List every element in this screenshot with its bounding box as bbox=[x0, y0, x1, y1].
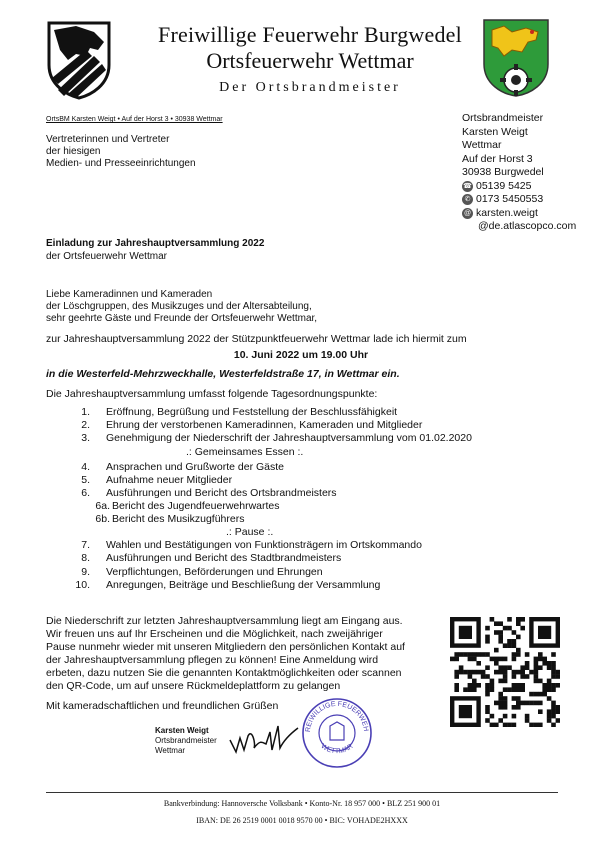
closing-line2: Wir freuen uns auf Ihr Erscheinen und die Möglichkeit, nach zweijähriger bbox=[46, 628, 383, 640]
contact-mobile[interactable] bbox=[462, 193, 602, 207]
closing-line1: Die Niederschrift zur letzten Jahreshauptversammlung liegt am Eingang aus. bbox=[46, 615, 403, 627]
agenda-break: .: Gemeinsames Essen :. bbox=[186, 446, 304, 458]
contact-name: Karsten Weigt bbox=[462, 125, 528, 138]
phone-icon: ☎ bbox=[462, 181, 473, 192]
footer-divider bbox=[46, 792, 558, 793]
agenda-number: 1. bbox=[81, 406, 90, 418]
agenda-text: Ausführungen und Bericht des Stadtbrandmeisters bbox=[106, 552, 342, 564]
mobile-icon: ✆ bbox=[462, 194, 473, 205]
header-line3: Der Ortsbrandmeister bbox=[219, 80, 401, 95]
contact-zip-city: 30938 Burgwedel bbox=[462, 166, 544, 178]
date-line: 10. Juni 2022 um 19.00 Uhr bbox=[233, 349, 369, 361]
contact-email[interactable] bbox=[462, 207, 602, 221]
agenda-number: 4. bbox=[81, 461, 90, 473]
agenda-text: Bericht des Musikzugführers bbox=[112, 513, 245, 525]
signature-title: Ortsbrandmeister bbox=[155, 736, 217, 745]
horse-crest-icon bbox=[482, 18, 550, 98]
agenda-break: .: Pause :. bbox=[226, 526, 274, 538]
agenda-number: 6. bbox=[81, 487, 90, 499]
greeting-line3: sehr geehrte Gäste und Freunde der Ortsfeuerwehr Wettmar, bbox=[46, 313, 318, 324]
signature-name: Karsten Weigt bbox=[155, 726, 209, 735]
agenda-number: 3. bbox=[81, 432, 90, 444]
closing-line3: Pause nunmehr wieder mit unseren Mitgliedern den persönlichen Kontakt auf bbox=[46, 641, 405, 653]
contact-mobile-number: 0173 5450553 bbox=[476, 193, 544, 205]
contact-town: Wettmar bbox=[462, 139, 502, 151]
closing-line4: der Jahreshauptversammlung pflegen zu können! Eine Anmeldung wird bbox=[46, 654, 379, 666]
contact-phone[interactable] bbox=[462, 180, 602, 194]
agenda-number: 6a. bbox=[95, 500, 110, 512]
header-line2: Ortsfeuerwehr Wettmar bbox=[206, 48, 414, 73]
contact-email-domain: @de.atlascopco.com bbox=[478, 220, 577, 232]
agenda-text: Eröffnung, Begrüßung und Feststellung der Beschlussfähigkeit bbox=[106, 406, 398, 418]
venue-line: in die Westerfeld-Mehrzweckhalle, Westerfeldstraße 17, in Wettmar ein. bbox=[46, 368, 400, 380]
contact-street: Auf der Horst 3 bbox=[462, 152, 533, 165]
sender-line: OrtsBM Karsten Weigt • Auf der Horst 3 • 30938 Wettmar bbox=[46, 116, 223, 123]
footer-line1: Bankverbindung: Hannoversche Volksbank • Konto-Nr. 18 957 000 • BLZ 251 900 01 bbox=[163, 799, 441, 808]
header-line1: Freiwillige Feuerwehr Burgwedel bbox=[158, 22, 462, 47]
agenda-intro: Die Jahreshauptversammlung umfasst folgende Tagesordnungspunkte: bbox=[46, 388, 378, 400]
agenda-text: Bericht des Jugendfeuerwehrwartes bbox=[112, 500, 280, 512]
agenda-text: Ausführungen und Bericht des Ortsbrandmeisters bbox=[106, 487, 337, 499]
agenda-text: Ansprachen und Grußworte der Gäste bbox=[106, 461, 285, 473]
agenda-number: 7. bbox=[81, 539, 90, 551]
subject-sub: der Ortsfeuerwehr Wettmar bbox=[46, 251, 167, 262]
subject-title: Einladung zur Jahreshauptversammlung 2022 bbox=[46, 238, 265, 249]
contact-phone-number: 05139 5425 bbox=[476, 179, 532, 192]
agenda-number: 6b. bbox=[95, 513, 110, 525]
stamp-icon bbox=[300, 696, 374, 770]
agenda-number: 10. bbox=[75, 579, 90, 591]
agenda-text: Ehrung der verstorbenen Kameradinnen, Kameraden und Mitglieder bbox=[106, 419, 423, 431]
greeting-line1: Liebe Kameradinnen und Kameraden bbox=[46, 289, 213, 300]
agenda-text: Verpflichtungen, Beförderungen und Ehrungen bbox=[106, 566, 323, 578]
agenda-text: Aufnahme neuer Mitglieder bbox=[106, 474, 233, 486]
svg-text:FREIWILLIGE FEUERWEHR bbox=[300, 696, 369, 733]
handwritten-signature bbox=[226, 718, 306, 760]
recipient-line2: der hiesigen bbox=[46, 146, 101, 157]
stamp-bottom-text: WETTMAR bbox=[319, 742, 355, 756]
agenda-number: 9. bbox=[81, 566, 90, 578]
wolf-crest-icon bbox=[46, 20, 112, 100]
greeting-line2: der Löschgruppen, des Musikzuges und der Altersabteilung, bbox=[46, 301, 312, 312]
intro-text: zur Jahreshauptversammlung 2022 der Stützpunktfeuerwehr Wettmar lade ich hiermit zum bbox=[46, 333, 467, 345]
svg-text:WETTMAR bbox=[320, 743, 355, 755]
agenda-text: Wahlen und Bestätigungen von Funktionsträgern im Ortskommando bbox=[106, 539, 422, 551]
recipient-line3: Medien- und Presseeinrichtungen bbox=[46, 158, 196, 169]
closing-regards: Mit kameradschaftlichen und freundlichen Grüßen bbox=[46, 700, 279, 712]
contact-email-user: karsten.weigt bbox=[476, 206, 538, 219]
agenda-text: Anregungen, Beiträge und Beschließung der Versammlung bbox=[106, 579, 381, 591]
agenda-text: Genehmigung der Niederschrift der Jahreshauptversammlung vom 01.02.2020 bbox=[106, 432, 472, 444]
closing-line5: erbeten, dazu nutzen Sie die genannten Kontaktmöglichkeiten oder scannen bbox=[46, 667, 402, 679]
email-icon: @ bbox=[462, 208, 473, 219]
contact-block bbox=[462, 112, 602, 234]
stamp-top-text: REIWILLIGE FEUERWEH bbox=[304, 700, 370, 733]
signature-text bbox=[155, 726, 217, 756]
signature-town: Wettmar bbox=[155, 746, 186, 755]
qr-code-icon[interactable] bbox=[450, 617, 560, 727]
footer-line2: IBAN: DE 26 2519 0001 0018 9570 00 • BIC: VOHADE2HXXX bbox=[196, 816, 408, 825]
agenda-number: 8. bbox=[81, 552, 90, 564]
contact-title: Ortsbrandmeister bbox=[462, 112, 544, 124]
agenda-number: 2. bbox=[81, 419, 90, 431]
closing-line6: den QR-Code, um auf unsere Rückmeldeplattform zu gelangen bbox=[46, 680, 341, 692]
recipient-line1: Vertreterinnen und Vertreter bbox=[46, 134, 170, 145]
agenda-number: 5. bbox=[81, 474, 90, 486]
